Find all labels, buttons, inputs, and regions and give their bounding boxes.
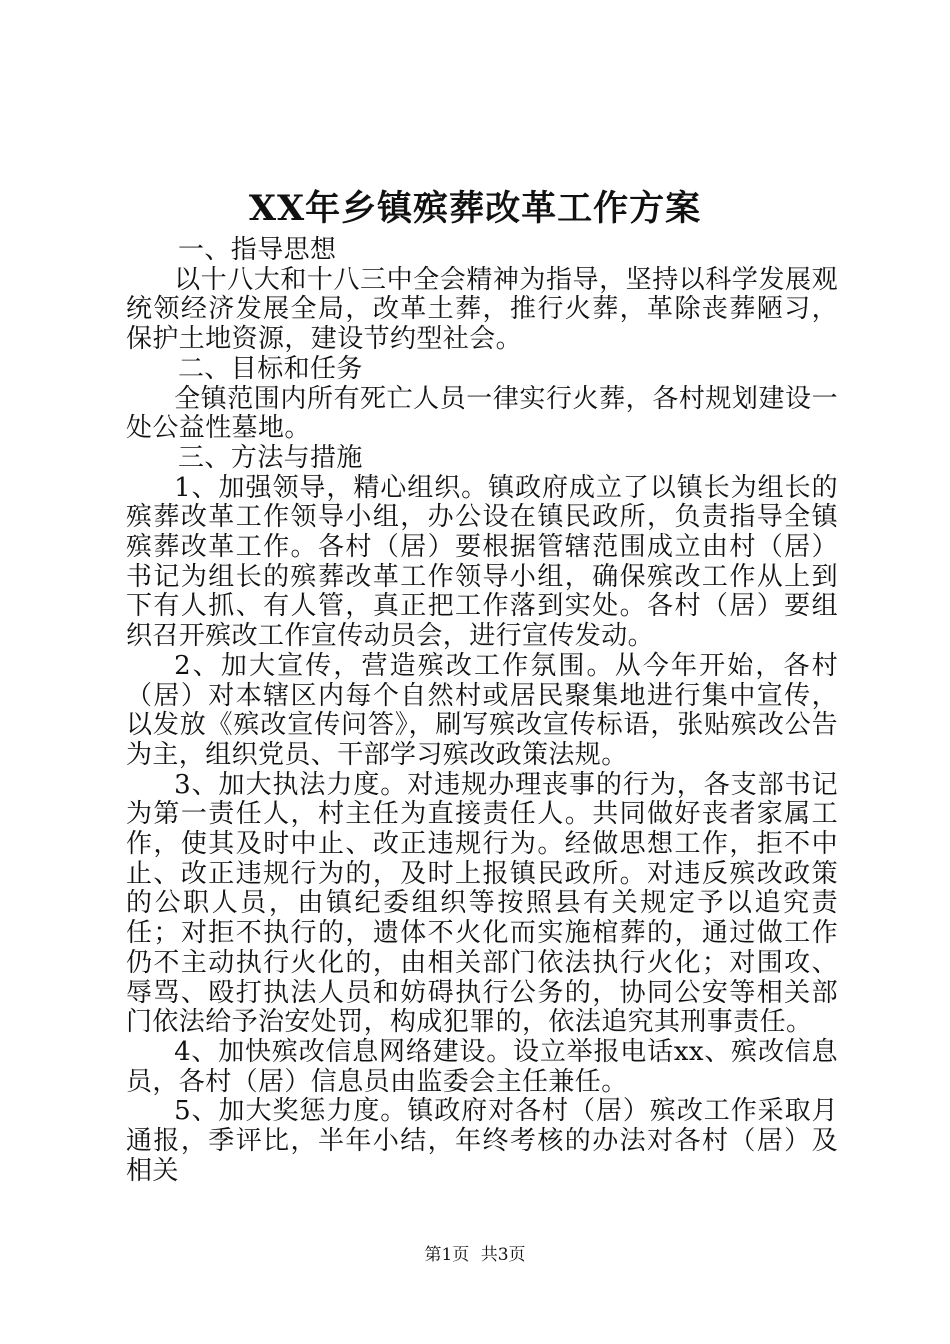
page-total: 共3页: [480, 1245, 526, 1265]
section-heading: 一、指导思想: [178, 235, 337, 265]
section-paragraph: 5、加大奖惩力度。镇政府对各村（居）殡改工作采取月通报，季评比，半年小结，年终考核的办法对各村（居）及相关: [126, 1096, 838, 1186]
document-title: XX年乡镇殡葬改革工作方案: [248, 188, 702, 229]
section-paragraph: 1、加强领导，精心组织。镇政府成立了以镇长为组长的殡葬改革工作领导小组，办公设在镇民政所，负责指导全镇殡葬改革工作。各村（居）要根据管辖范围成立由村（居）书记为组长的殡葬改革工作领导小组，确保殡改工作从上到下有人抓、有人管，真正把工作落到实处。各村（居）要组织召开殡改工作宣传动员会，进行宣传发动。: [126, 472, 838, 652]
section-heading: 二、目标和任务: [178, 353, 363, 384]
section-paragraph: 4、加快殡改信息网络建设。设立举报电话xx、殡改信息员，各村（居）信息员由监委会主任兼任。: [126, 1036, 838, 1097]
section-heading: 三、方法与措施: [178, 442, 363, 473]
section-paragraph: 以十八大和十八三中全会精神为指导，坚持以科学发展观统领经济发展全局，改革土葬，推行火葬，革除丧葬陋习，保护土地资源，建设节约型社会。: [126, 264, 838, 355]
section-paragraph: 全镇范围内所有死亡人员一律实行火葬，各村规划建设一处公益性墓地。: [126, 383, 838, 444]
section-paragraph: 3、加大执法力度。对违规办理丧事的行为，各支部书记为第一责任人，村主任为直接责任人。共同做好丧者家属工作，使其及时中止、改正违规行为。经做思想工作，拒不中止、改正违规行为的，及时上报镇民政所。对违反殡改政策的公职人员，由镇纪委组织等按照县有关规定予以追究责任；对拒不执行的，遗体不火化而实施棺葬的，通过做工作仍不主动执行火化的，由相关部门依法执行火化；对围攻、辱骂、殴打执法人员和妨碍执行公务的，协同公安等相关部门依法给予治安处罚，构成犯罪的，依法追究其刑事责任。: [126, 769, 838, 1038]
document-body: [126, 236, 838, 1187]
page-number: 第1页: [424, 1245, 470, 1265]
page-footer: [0, 1243, 950, 1267]
section-paragraph: 2、加大宣传，营造殡改工作氛围。从今年开始，各村（居）对本辖区内每个自然村或居民聚集地进行集中宣传，以发放《殡改宣传问答》，刷写殡改宣传标语，张贴殡改公告为主，组织党员、干部学习殡改政策法规。: [126, 650, 838, 770]
